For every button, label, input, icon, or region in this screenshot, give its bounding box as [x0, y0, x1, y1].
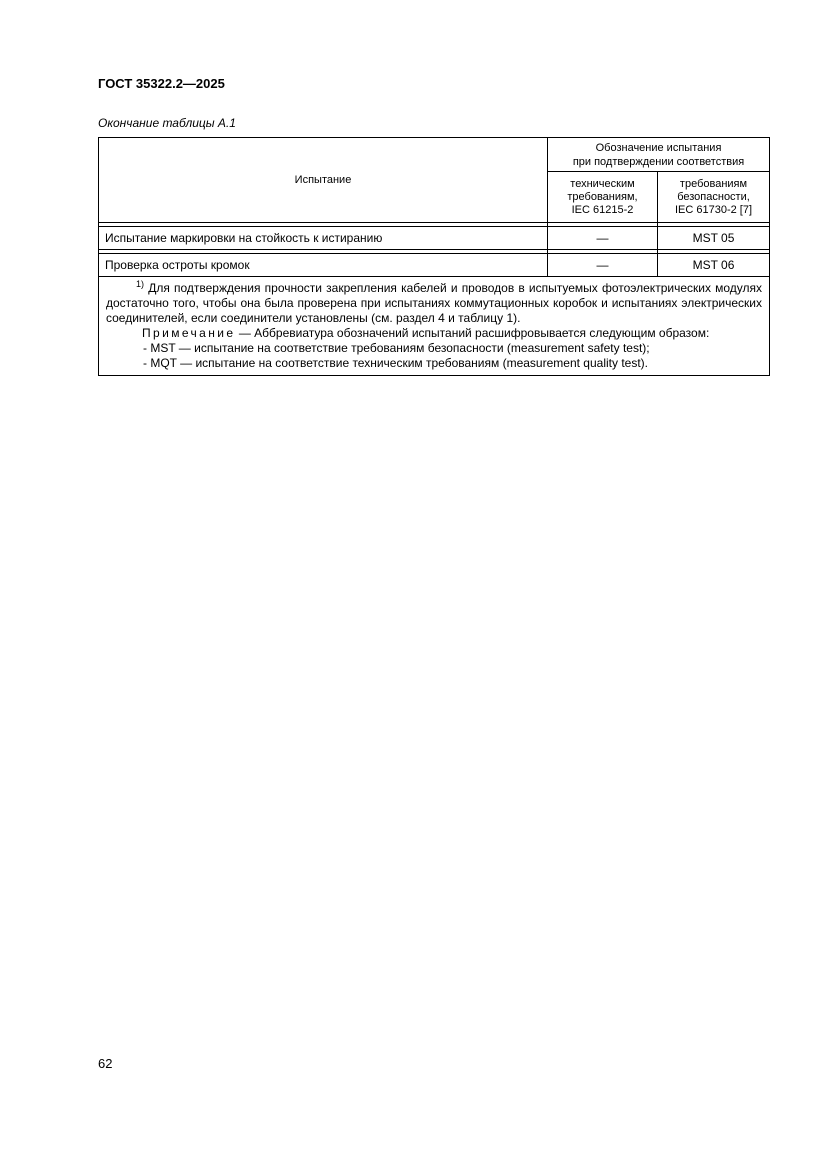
table-caption: Окончание таблицы А.1: [98, 116, 236, 130]
note-list-item: - MQT — испытание на соответствие техническим требованиям (measurement quality test).: [143, 356, 648, 370]
cell-safety: MST 05: [658, 227, 770, 250]
cell-test: Испытание маркировки на стойкость к истиранию: [99, 227, 548, 250]
note-line: [106, 326, 762, 341]
test-table: [98, 137, 770, 376]
column-header-tech: [548, 172, 658, 223]
notes-row: [99, 277, 770, 376]
column-header-tech-line2: требованиям,: [567, 190, 638, 203]
footnote-text: Для подтверждения прочности закрепления кабелей и проводов в испытуемых фотоэлектрических модулях достаточно того, чтобы она была проверена при испытаниях коммутационных коробок и испытаниях электрических соединителей, если соединители установлены (см. раздел 4 и таблицу 1).: [106, 281, 763, 325]
footnote-mark: 1): [136, 279, 145, 289]
column-header-tech-line1: техническим: [570, 177, 635, 190]
column-header-group: [548, 138, 770, 172]
table-row: [99, 254, 770, 277]
standard-id: ГОСТ 35322.2—2025: [98, 76, 225, 91]
table-row: [99, 227, 770, 250]
cell-safety: MST 06: [658, 254, 770, 277]
note-list-item: - MST — испытание на соответствие требованиям безопасности (measurement safety test);: [143, 341, 650, 355]
column-header-safety-line1: требованиям: [679, 177, 748, 190]
note-label: Примечание: [142, 326, 236, 340]
column-header-test: Испытание: [99, 138, 548, 223]
cell-tech: —: [548, 254, 658, 277]
cell-test: Проверка остроты кромок: [99, 254, 548, 277]
cell-tech: —: [548, 227, 658, 250]
note-text: — Аббревиатура обозначений испытаний расшифровывается следующим образом:: [238, 326, 710, 340]
column-header-group-line1: Обозначение испытания: [595, 141, 722, 154]
page-number: 62: [98, 1056, 113, 1071]
table-notes: [99, 277, 770, 376]
column-header-group-line2: при подтверждении соответствия: [572, 155, 745, 168]
column-header-safety: [658, 172, 770, 223]
column-header-safety-line3: IEC 61730-2 [7]: [674, 203, 753, 216]
column-header-tech-line3: IEC 61215-2: [571, 203, 634, 216]
table-header-row: [99, 138, 770, 172]
column-header-safety-line2: безопасности,: [677, 190, 750, 203]
